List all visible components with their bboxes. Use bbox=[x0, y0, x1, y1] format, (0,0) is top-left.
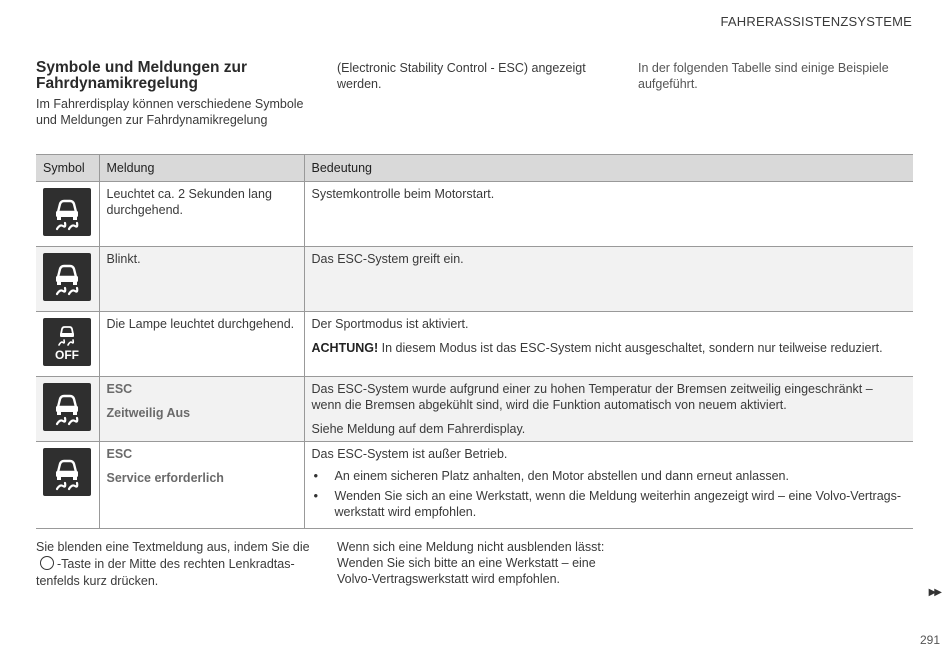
list-item: • An einem sicheren Platz anhalten, den Motor abstellen und dann erneut anlassen. bbox=[312, 468, 907, 484]
table-row bbox=[36, 247, 913, 312]
table-row bbox=[36, 377, 913, 442]
intro-text: Im Fahrerdisplay können verschiedene Symbole und Meldungen zur Fahrdynamikregelung bbox=[36, 97, 304, 127]
footer-hide-message bbox=[36, 539, 326, 590]
table-row bbox=[36, 442, 913, 529]
meaning-cell: Das ESC-System greift ein. bbox=[304, 247, 913, 312]
intro-text-continued: (Electronic Stability Control - ESC) angezeigt werden. bbox=[337, 61, 586, 91]
meaning-cell bbox=[304, 377, 913, 442]
esc-off-icon bbox=[43, 318, 91, 366]
header-symbol: Symbol bbox=[36, 155, 99, 182]
footer-cannot-hide-line2: Wenden Sie sich bitte an eine Werkstatt – eine Volvo-Vertragswerkstatt wird empfohlen. bbox=[337, 556, 596, 586]
meaning-text-2: Siehe Meldung auf dem Fahrerdisplay. bbox=[311, 422, 526, 436]
section-header: FAHRERASSISTENZSYSTEME bbox=[720, 14, 912, 29]
symbol-cell bbox=[36, 377, 99, 442]
page-number: 291 bbox=[919, 633, 940, 647]
message-cell: Die Lampe leuchtet durchgehend. bbox=[99, 312, 304, 377]
warning-label: ACHTUNG! bbox=[311, 341, 379, 355]
symbol-cell bbox=[36, 312, 99, 377]
symbol-cell bbox=[36, 442, 99, 529]
steering-button-icon bbox=[40, 556, 54, 570]
table-header-row bbox=[36, 155, 913, 182]
esc-symbol-table bbox=[36, 154, 913, 529]
meaning-cell bbox=[304, 312, 913, 377]
next-page-icon[interactable]: ▶▶ bbox=[928, 587, 940, 598]
message-cell: Blinkt. bbox=[99, 247, 304, 312]
message-cell bbox=[99, 377, 304, 442]
message-title: ESC bbox=[106, 447, 133, 461]
list-item: • Wenden Sie sich an eine Werkstatt, wenn die Meldung weiterhin angezeigt wird – eine Volvo-Vertrags-werkstatt wird empfohlen. bbox=[312, 488, 907, 520]
esc-skid-icon bbox=[43, 448, 91, 496]
message-title: ESC bbox=[106, 382, 133, 396]
meaning-text: Das ESC-System wurde aufgrund einer zu hohen Temperatur der Bremsen zeitweilig eingeschränkt – wenn die Bremsen abgekühlt sind, wird die Funktion automatisch von neuem aktiviert. bbox=[311, 382, 873, 412]
footer-text-before: Sie blenden eine Textmeldung aus, indem Sie die bbox=[36, 540, 310, 554]
symbol-cell bbox=[36, 247, 99, 312]
esc-skid-icon bbox=[43, 383, 91, 431]
meaning-cell bbox=[304, 442, 913, 529]
table-row bbox=[36, 182, 913, 247]
esc-skid-icon bbox=[43, 253, 91, 301]
message-subtitle: Zeitweilig Aus bbox=[106, 406, 191, 420]
esc-skid-icon bbox=[43, 188, 91, 236]
meaning-text: Das ESC-System ist außer Betrieb. bbox=[311, 447, 508, 461]
meaning-cell: Systemkontrolle beim Motorstart. bbox=[304, 182, 913, 247]
message-subtitle: Service erforderlich bbox=[106, 471, 224, 485]
footer-cannot-hide-line1: Wenn sich eine Meldung nicht ausblenden lässt: bbox=[337, 540, 605, 554]
message-cell bbox=[99, 442, 304, 529]
header-meaning: Bedeutung bbox=[304, 155, 913, 182]
warning-note bbox=[312, 340, 907, 356]
bullet-list bbox=[312, 468, 907, 520]
off-label: OFF bbox=[55, 348, 79, 362]
table-note: In der folgenden Tabelle sind einige Beispiele aufgeführt. bbox=[638, 61, 889, 91]
header-message: Meldung bbox=[99, 155, 304, 182]
meaning-text: Der Sportmodus ist aktiviert. bbox=[311, 317, 469, 331]
footer-cannot-hide bbox=[337, 539, 627, 587]
warning-text: In diesem Modus ist das ESC-System nicht ausgeschaltet, sondern nur teilweise reduziert. bbox=[378, 341, 883, 355]
symbol-cell bbox=[36, 182, 99, 247]
page-title: Symbole und Meldungen zur Fahrdynamikregelung bbox=[36, 59, 247, 92]
message-cell: Leuchtet ca. 2 Sekunden lang durchgehend. bbox=[99, 182, 304, 247]
table-row bbox=[36, 312, 913, 377]
footer-text-after: -Taste in der Mitte des rechten Lenkradtas-tenfelds kurz drücken. bbox=[36, 557, 295, 588]
